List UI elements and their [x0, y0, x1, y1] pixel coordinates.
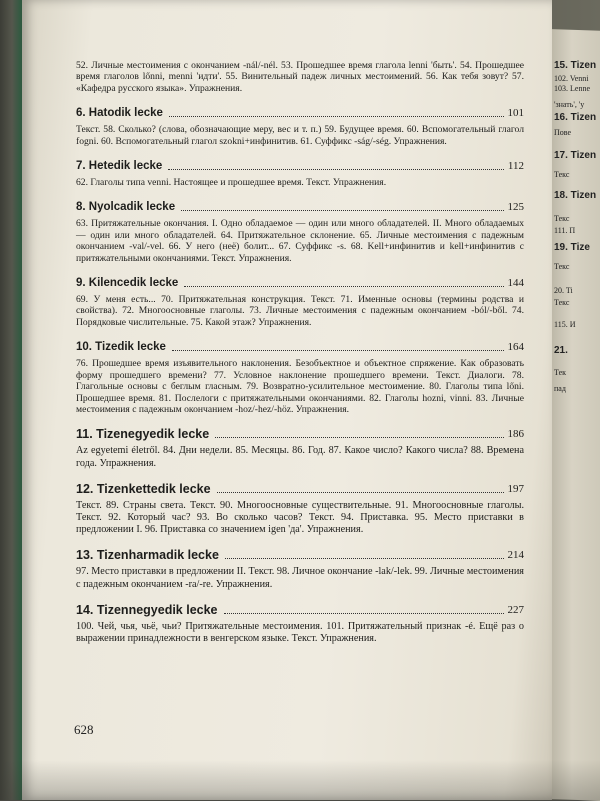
lesson-title: 7. Hetedik lecke	[76, 160, 163, 173]
shadow	[0, 760, 600, 800]
toc-entry-description: 97. Место приставки в предложении II. Текст. 98. Личное окончание -lak/-lek. 99. Личные местоимения с падежным окончанием -ra/-re. Упражнения.	[76, 566, 524, 590]
table-of-contents	[76, 60, 524, 657]
toc-entry-heading	[76, 482, 524, 496]
facing-page-fragment: Текс	[554, 214, 570, 223]
toc-entry	[76, 603, 524, 645]
dot-leader	[184, 286, 503, 287]
facing-page-fragment: 115. И	[554, 320, 576, 329]
facing-page-fragment: 102. Venni	[554, 74, 589, 83]
facing-page-fragment: 'знать', 'у	[554, 100, 585, 109]
lesson-page-number: 197	[507, 482, 524, 495]
toc-entry-heading	[76, 159, 524, 173]
lesson-title: 10. Tizedik lecke	[76, 341, 166, 354]
dot-leader	[181, 210, 503, 211]
page-number: 628	[74, 722, 94, 737]
toc-entry-heading	[76, 200, 524, 214]
lesson-page-number: 164	[507, 341, 524, 354]
dot-leader	[225, 558, 504, 559]
toc-entry	[76, 159, 524, 188]
toc-entry-description: 63. Притяжательные окончания. I. Одно обладаемое — один или много обладателей. II. Много обладаемых — один или много обладателей. 64. Притяжательное склонение. 65. Личные местоимения с падежным окончанием -val/-vel. 66. У него (неё) болит... 67. Суффикс -s. 68. Kell+инфинитив и kell+инфинитив с притяжательными окончаниями. Текст. Упражнения.	[76, 218, 524, 264]
lesson-page-number: 144	[507, 277, 524, 290]
toc-entry-description: 52. Личные местоимения с окончанием -nál/-nél. 53. Прошедшее время глагола lenni 'быть'. 54. Прошедшее время глаголов lőnni, menni 'идти'. 55. Винительный падеж личных местоимений. 56. Как тебя зовут? 57. «Кафедра русского языка». Упражнения.	[76, 60, 524, 94]
facing-page-fragment: 21.	[554, 345, 568, 356]
toc-entry	[76, 276, 524, 328]
toc-entry-description: Текст. 58. Сколько? (слова, обозначающие меру, вес и т. п.) 59. Будущее время. 60. Вспомогательный глагол fogni. 60. Вспомогательный глагол szokni+инфинитив. 61. Суффикс -ság/-ség. Упражнения.	[76, 124, 524, 147]
toc-entry-heading	[76, 427, 524, 441]
toc-entry	[76, 482, 524, 537]
toc-entry-intro	[76, 60, 524, 94]
lesson-page-number: 112	[507, 160, 524, 173]
toc-entry-description: Текст. 89. Страны света. Текст. 90. Многоосновные существительные. 91. Многоосновные глаголы. Текст. 92. Который час? 93. Во сколько часов? Текст. 94. Приставка. 95. Место приставки в предложении I. 96. Приставка со значением igen 'да'. Упражнения.	[76, 499, 524, 536]
facing-page-fragment: 111. П	[554, 226, 576, 235]
lesson-page-number: 214	[507, 549, 524, 562]
facing-page-fragment: 16. Tizen	[554, 112, 597, 123]
facing-page-fragment: 17. Tizen	[554, 150, 597, 161]
lesson-page-number: 125	[507, 201, 524, 214]
dot-leader	[169, 116, 504, 117]
toc-entry-heading	[76, 548, 524, 562]
lesson-title: 14. Tizennegyedik lecke	[76, 602, 218, 617]
toc-entry-description: 100. Чей, чья, чьё, чьи? Притяжательные местоимения. 101. Притяжательный признак -é. Ещё раз о выражении принадлежности в венгерском языке. Текст. Упражнения.	[76, 620, 524, 644]
lesson-title: 8. Nyolcadik lecke	[76, 201, 176, 214]
toc-entry-description: 62. Глаголы типа venni. Настоящее и прошедшее время. Текст. Упражнения.	[76, 177, 387, 189]
toc-entry-description: Az egyetemi életről. 84. Дни недели. 85. Месяцы. 86. Год. 87. Какое число? Какого числа? 88. Времена года. Упражнения.	[76, 445, 524, 469]
facing-page-fragment: 20. Ti	[554, 286, 573, 295]
toc-entry	[76, 427, 524, 469]
toc-entry-description: 69. У меня есть... 70. Притяжательная конструкция. Текст. 71. Именные основы (термины родства и свойства). 72. Многоосновные глаголы. 73. Личные местоимения с падежным окончанием -ból/-ből. 74. Порядковые числительные. 75. Какой этаж? Упражнения.	[76, 294, 524, 328]
toc-entry-description: 76. Прошедшее время изъявительного наклонения. Безобъектное и объектное спряжение. Как образовать форму прошедшего времени? 77. Условное наклонение прошедшего времени. Текст. Диалоги. 78. Глагольные основы с беглым гласным. 79. Возвратно-усилительное местоимение. 80. Глаголы типа lőni. Прошедшее время. 81. Послелоги с притяжательными окончаниями. 82. Глаголы hozni, vinni. 83. Личные местоимения с падежным окончанием -hoz/-hez/-höz. Упражнения.	[76, 358, 524, 415]
dot-leader	[168, 169, 504, 170]
facing-page-fragment: Текс	[554, 298, 570, 307]
lesson-title: 12. Tizenkettedik lecke	[76, 481, 211, 496]
lesson-title: 11. Tizenegyedik lecke	[76, 427, 210, 442]
toc-entry	[76, 340, 524, 415]
book-page	[22, 0, 552, 800]
facing-page-fragment: 18. Tizen	[554, 190, 597, 201]
toc-entry-heading	[76, 276, 524, 290]
facing-page-fragment: Текс	[554, 170, 570, 179]
toc-entry-heading	[76, 603, 524, 617]
dot-leader	[224, 613, 504, 614]
lesson-title: 13. Tizenharmadik lecke	[76, 548, 219, 563]
lesson-page-number: 186	[507, 428, 524, 441]
facing-page-fragment: пад	[554, 384, 566, 393]
facing-page-fragment: 15. Tizen	[554, 60, 597, 71]
dot-leader	[172, 350, 504, 351]
toc-entry	[76, 106, 524, 147]
toc-entry-heading	[76, 340, 524, 354]
lesson-list	[76, 106, 524, 645]
toc-entry	[76, 548, 524, 590]
facing-page-fragment: Пове	[554, 128, 572, 137]
toc-entry-heading	[76, 106, 524, 120]
dot-leader	[215, 437, 503, 438]
facing-page-fragment: 103. Lenne	[554, 84, 590, 93]
lesson-title: 6. Hatodik lecke	[76, 107, 163, 120]
facing-page-fragment: Тек	[554, 368, 567, 377]
facing-page-fragment: Текс	[554, 262, 570, 271]
facing-page-fragment: 19. Tize	[554, 242, 590, 253]
dot-leader	[217, 492, 504, 493]
lesson-page-number: 101	[507, 107, 524, 120]
toc-entry	[76, 200, 524, 264]
lesson-page-number: 227	[507, 603, 524, 616]
facing-page	[548, 29, 600, 801]
lesson-title: 9. Kilencedik lecke	[76, 277, 179, 290]
